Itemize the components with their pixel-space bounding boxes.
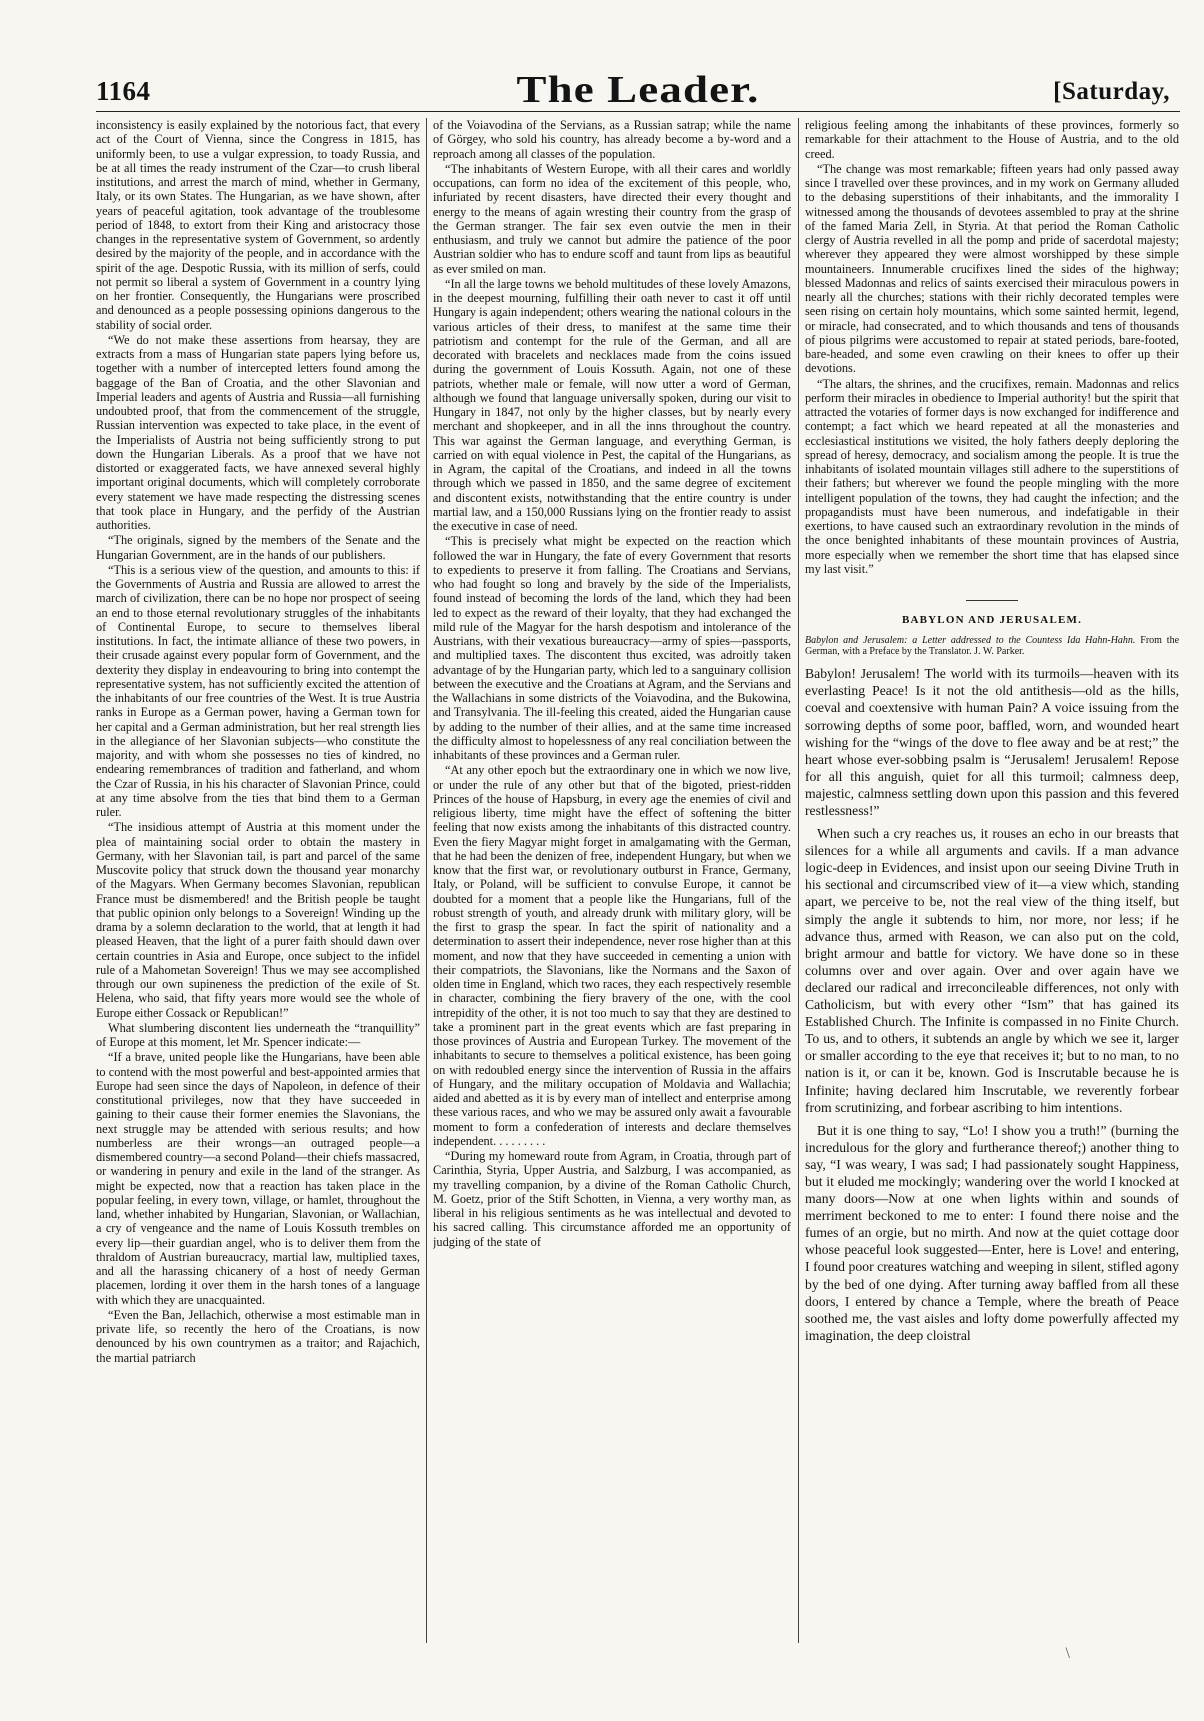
review-paragraph: When such a cry reaches us, it rouses an echo in our breasts that silences for a while all arguments and cavils. If a man advance logic-deep in Evidences, and insist upon our seeing Divine Truth in his sectional and circumscribed view of it—a view which, standing apart, we perceive to be, not the real view of the thing itself, but simply the angle it subtends to him, nor more, nor less; if he advance thus, armed with Reason, we can also put on the cold, bright armour and battle for victory. We have done so in these columns over and over again. Over and over again have we declared our radical and irreconcileable differences, not only with Catholicism, but with every other “Ism” that has gained its Established Church. The Infinite is compassed in no Finite Church. To us, and to others, it subtends an angle by which we see it, larger or smaller according to the eye that receives it; but to no man, to no nation is it, or can it be, known. God is Inscrutable because he is Infinite; having declared him Inscrutable, we reverently forbear from scrutinizing, and forbear ascribing to him intentions. <box>805 826 1179 1115</box>
paragraph: “The insidious attempt of Austria at this moment under the plea of maintaining social order to obtain the mastery in Germany, with her Slavonian tail, is part and parcel of the same Muscovite policy that struck down the thousand year monarchy of the Magyars. When Germany becomes Slavonian, republican France must be dismembered! and the British people be taught that public opinion only belongs to a Sovereign! Winding up the drama by a solemn declaration to the world, that at length it had pleased Heaven, that the light of a purer faith should dawn over certain countries in Asia and Europe, once subject to the infidel rule of a Mahometan Sovereign! Thus we may see accomplished through our own supineness the prediction of the exile of St. Helena, who said, that fifty years more would see the whole of Europe either Cossack or Republican!” <box>96 820 420 1020</box>
paragraph: “The altars, the shrines, and the crucifixes, remain. Madonnas and relics perform their miracles in obedience to Imperial authority! but the spirit that attracted the votaries of former days is now exchanged for indifference and contempt; a fact which we heard repeated at all the monasteries and ecclesiastical institutions we visited, the holy fathers deeply deploring the spread of heresy, democracy, and socialism among the people. It is true the inhabitants of isolated mountain villages still adhere to the superstitions of their fathers; but wherever we found the people mingling with the more intelligent population of the towns, they had caught the infection; and the propagandists must have been numerous, and indefatigable in their exertions, to have caused such an extraordinary revolution in the minds of the once benighted inhabitants of these mountain provinces of Austria, more especially when we remember the short time that has elapsed since my last visit.” <box>805 376 1179 576</box>
column-divider-left <box>426 118 427 1643</box>
section-title: BABYLON AND JERUSALEM. <box>901 614 1083 626</box>
header-rule <box>96 111 1180 112</box>
text-column-left <box>96 118 420 1645</box>
paragraph: What slumbering discontent lies underneath the “tranquillity” of Europe at this moment, let Mr. Spencer indicate:— <box>96 1020 420 1049</box>
citation-details: From the German, with a Preface by the Translator. J. W. Parker. <box>805 635 1179 658</box>
text-column-right <box>805 118 1179 1645</box>
masthead-title: The Leader. <box>516 69 760 111</box>
text-column-middle <box>433 118 791 1645</box>
page-number: 1164 <box>96 76 151 106</box>
paragraph: “During my homeward route from Agram, in Croatia, through part of Carinthia, Styria, Upper Austria, and Salzburg, I was accompanied, as my travelling companion, by a divine of the Roman Catholic Church, M. Goetz, prior of the Stift Schotten, in Vienna, a very worthy man, as liberal in his religious sentiments as he was intellectual and devoted to his sacred calling. This circumstance afforded me an opportunity of judging of the state of <box>433 1149 791 1249</box>
book-citation <box>805 635 1179 657</box>
paragraph: “In all the large towns we behold multitudes of these lovely Amazons, in the deepest mourning, fulfilling their oath never to cast it off until Hungary is again independent; others wearing the national colours in the various articles of their dress, to manifest at the same time their patriotism and contempt for the rule of the German, and all are decorated with bracelets and necklaces made from the coins issued during the government of Louis Kossuth. Again, not one of these patriots, whether male or female, will now utter a word of German, although we found that language universally spoken, during our visit to Hungary in 1847, not only by the higher classes, but by nearly every merchant and shopkeeper, and in all the inns throughout the country. This war against the German language, and everything German, is carried on with equal violence in Pest, the capital of the Hungarians, as in Agram, the capital of the Croatians, and indeed in all the towns through which we passed in 1850, and the same degree of excitement and discontent exists, notwithstanding that the entire country is under martial law, and a 150,000 Russians lying on the frontier ready to assist the executive in case of need. <box>433 276 791 533</box>
paragraph: “At any other epoch but the extraordinary one in which we now live, or under the rule of any other but that of the bigoted, priest-ridden Princes of the house of Hapsburg, in every age the enemies of civil and religious liberty, time might have the effect of softening the bitter feeling that now exists among the inhabitants of this distracted country. Even the fiery Magyar might forget in amalgamating with the German, that he had been the denizen of free, independent Hungary, but when we know that the first war, or revolutionary outburst in France, Germany, Italy, or Poland, will be sufficient to convulse Europe, it cannot be doubted for a moment that a people like the Hungarians, full of the robust strength of youth, and already drunk with military glory, will be the first to grasp the spear. In fact the spirit of nationality and a determination to assert their independence, never rose higher than at this moment, and now that they have succeeded in cementing a union with their compatriots, the Slavonians, like the Normans and the Saxon of olden time in England, which two races, they each respectively resemble in character, combining the fiery bravery of the one, with the cool intrepidity of the other, it is not too much to say that they are destined to take a prominent part in the great events which are fast preparing in those provinces of Austria and European Turkey. The movement of the inhabitants to secure to themselves a political existence, has been going on with redoubled energy since the intervention of Russia in the affairs of Hungary, and the military occupation of Moldavia and Wallachia; aided and abetted as it is by every man of intellect and enterprise among these various races, and who we may be assured only await a favourable moment to form a confederation of interests and declare themselves independent. . . . . . . . . <box>433 763 791 1148</box>
column-divider-right <box>798 118 799 1643</box>
paragraph: “The inhabitants of Western Europe, with all their cares and worldly occupations, can form no idea of the excitement of this people, who, infuriated by recent disasters, have directed their every thought and energy to the means of again wresting their country from the grasp of the German stranger. The fair sex even outvie the men in their enthusiasm, and truly we cannot but admire the patience of the poor Austrian soldier who has to endure scoff and taunt from lips as beautiful as ever smiled on man. <box>433 161 791 276</box>
citation-title: Babylon and Jerusalem: a Letter addressed to the Countess Ida Hahn-Hahn. <box>805 635 1136 647</box>
paragraph: “The change was most remarkable; fifteen years had only passed away since I travelled over these provinces, and in my work on Germany alluded to the debasing superstitions of their inhabitants, and the immorality I witnessed among the thousands of devotees assembled to pray at the shrine of the famed Maria Zell, in Styria. At that period the Roman Catholic clergy of Austria revelled in all the pomp and pride of sacerdotal majesty; wherever they appeared they were almost worshipped by these simple mountaineers. Innumerable crucifixes lined the sides of the highway; blessed Madonnas and relics of saints exercised their miraculous powers in nearly all the churches; stations with their richly decorated temples were seen rising on certain holy mountains, which some sainted hermit, legend, or miracle, had consecrated, and to which thousands and tens of thousands of pious pilgrims were accustomed to repair at stated periods, bare-footed, bare-headed, and some even crawling on their knees to offer up their devotions. <box>805 161 1179 376</box>
paragraph: “Even the Ban, Jellachich, otherwise a most estimable man in private life, so recently the hero of the Croatians, is now denounced by his own countrymen as a traitor; and Rajachich, the martial patriarch <box>96 1307 420 1365</box>
paragraph: “This is precisely what might be expected on the reaction which followed the war in Hungary, the fate of every Government that resorts to expedients to preserve it from falling. The Croatians and Servians, who had fought so long and bravely by the side of the Imperialists, found instead of becoming the lords of the land, which they had been led to expect as the reward of their loyalty, that they had exchanged the mild rule of the Magyar for the harsh despotism and intolerance of the Austrians, with their vexatious bureaucracy—army of spies—passports, and multiplied taxes. The discontent thus excited, was adroitly taken advantage of by the Hungarian party, which led to a sanguinary collision between the executive and the Croatians at Agram, and the Servians and the Wallachians in some districts of the Voiavodina, and the Bukowina, and Transylvania. The ill-feeling this created, aided the Hungarian cause by adding to the number of their allies, and at the same time increased the difficulty almost to hopelessness of any real conciliation between the inhabitants of these provinces and a German ruler. <box>433 534 791 762</box>
paragraph: religious feeling among the inhabitants of these provinces, formerly so remarkable for their attachment to the House of Austria, and to the old creed. <box>805 118 1179 161</box>
section-separator <box>966 600 1018 601</box>
paragraph: “We do not make these assertions from hearsay, they are extracts from a mass of Hungarian state papers lying before us, together with a number of intercepted letters found among the baggage of the Ban of Croatia, and the other Slavonian and Imperial leaders and agents of Austria and Russia—all furnishing undoubted proof, that from the commencement of the struggle, Russian intervention was expected to take place, in the event of the Imperialists of Austria not being sufficiently strong to put down the Hungarian Liberals. As a proof that we have not distorted or exaggerated facts, we have annexed several highly important original documents, which will completely corroborate every statement we have made respecting the distressing scenes that took place in Hungary, and the perfidy of the Austrian authorities. <box>96 332 420 532</box>
paragraph: inconsistency is easily explained by the notorious fact, that every act of the Court of Vienna, since the Congress in 1815, has uniformly been, to use a vulgar expression, to toady Russia, and be at all times the ready instrument of the Czar—to crush liberal institutions, and arrest the march of mind, whether in Germany, Italy, or its own States. The Hungarian, as we have shown, after years of peaceful agitation, took advantage of the troublesome period of 1848, to extort from their King and aristocracy those changes in the representative system of Government, so ardently desired by the majority of the people, and in accordance with the spirit of the age. Despotic Russia, with its million of serfs, could not permit so liberal a system of Government in a country lying on her frontier. Consequently, the Hungarians were proscribed and denounced as a people possessing opinions dangerous to the stability of social order. <box>96 118 420 332</box>
paragraph: “The originals, signed by the members of the Senate and the Hungarian Government, are in the hands of our publishers. <box>96 533 420 562</box>
paragraph: “This is a serious view of the question, and amounts to this: if the Governments of Austria and Russia are allowed to arrest the march of civilization, there can be no hope nor prospect of seeing an end to those eternal revolutionary struggles of the inhabitants of Continental Europe, to secure to themselves liberal institutions. In fact, the intimate alliance of these two powers, in their crusade against every popular form of Government, and the dexterity they display in endeavouring to bring into contempt the representative system, has not sufficiently excited the attention of the inhabitants of our free countries of the West. It is true Austria ranks in Europe as a German power, having a German town for her capital and a German administration, but her real strength lies in the allegiance of her Slavonian subjects—who constitute the majority, and with whom she possesses no ties of kindred, no endearing remembrances of tradition and fatherland, and whom the Czar of Russia, in his his character of Slavonian Prince, could at any time absolve from the ties that bind them to a German ruler. <box>96 562 420 819</box>
review-paragraph: But it is one thing to say, “Lo! I show you a truth!” (burning the incredulous for the glory and furtherance thereof;) another thing to say, “I was weary, I was sad; I had passionately sought Happiness, but it eluded me mockingly; wandering over the world I knocked at many doors—Now at one when lights within and sounds of merriment beckoned to me to enter: I found there noise and the fumes of an orgie, but no mirth. And now at the quiet cottage door whose peaceful look suggested—Enter, here is Love! and entering, I found poor creatures watching and weeping in silent, stifled agony by the bed of one dying. After turning away baffled from all these doors, I entered by chance a Temple, where the breath of Peace soothed me, the vast aisles and lofty dome powerfully affected my imagination, the deep cloistral <box>805 1122 1179 1343</box>
issue-day: [Saturday, <box>1053 78 1170 105</box>
paragraph: of the Voiavodina of the Servians, as a Russian satrap; while the name of Görgey, who sold his country, has already become a by-word and a reproach among all classes of the population. <box>433 118 791 161</box>
paragraph: “If a brave, united people like the Hungarians, have been able to contend with the most powerful and best-appointed armies that Europe had seen since the days of Napoleon, in defence of their constitutional privileges, now that they have succeeded in gaining to their cause their former enemies the Slavonians, the next struggle may be attended with serious results; and how numberless are their wrongs—an outraged people—a dismembered country—a second Poland—their chiefs massacred, or wandering in penury and exile in the land of the stranger. As might be expected, now that a reaction has taken place in the popular feeling, in every town, village, or hamlet, throughout the land, whether inhabited by Hungarian, Slavonian, or Wallachian, a cry of vengeance and the name of Louis Kossuth trembles on every lip—their guardian angel, who is to deliver them from the thraldom of Austrian bureaucracy, martial law, multiplied taxes, and all the harassing chicanery of a host of needy German placemen, lording it over them in the harsh tones of a language with which they are unacquainted. <box>96 1050 420 1307</box>
review-paragraph: Babylon! Jerusalem! The world with its turmoils—heaven with its everlasting Peace! Is it not the old antithesis—old as the hills, coeval and coextensive with human Pain? A voice issuing from the sorrowing depths of some poor, baffled, worn, and wounded heart wishing for the “wings of the dove to flee away and be at rest;” the heart whose ever-sobbing psalm is “Jerusalem! Jerusalem! Repose for all this anguish, quiet for all this turmoil; calmness deep, majestic, calmness settling down upon this passion and this fevered restlessness!” <box>805 666 1179 818</box>
footer-mark: \ <box>1065 1645 1070 1662</box>
page-header <box>96 66 1180 112</box>
